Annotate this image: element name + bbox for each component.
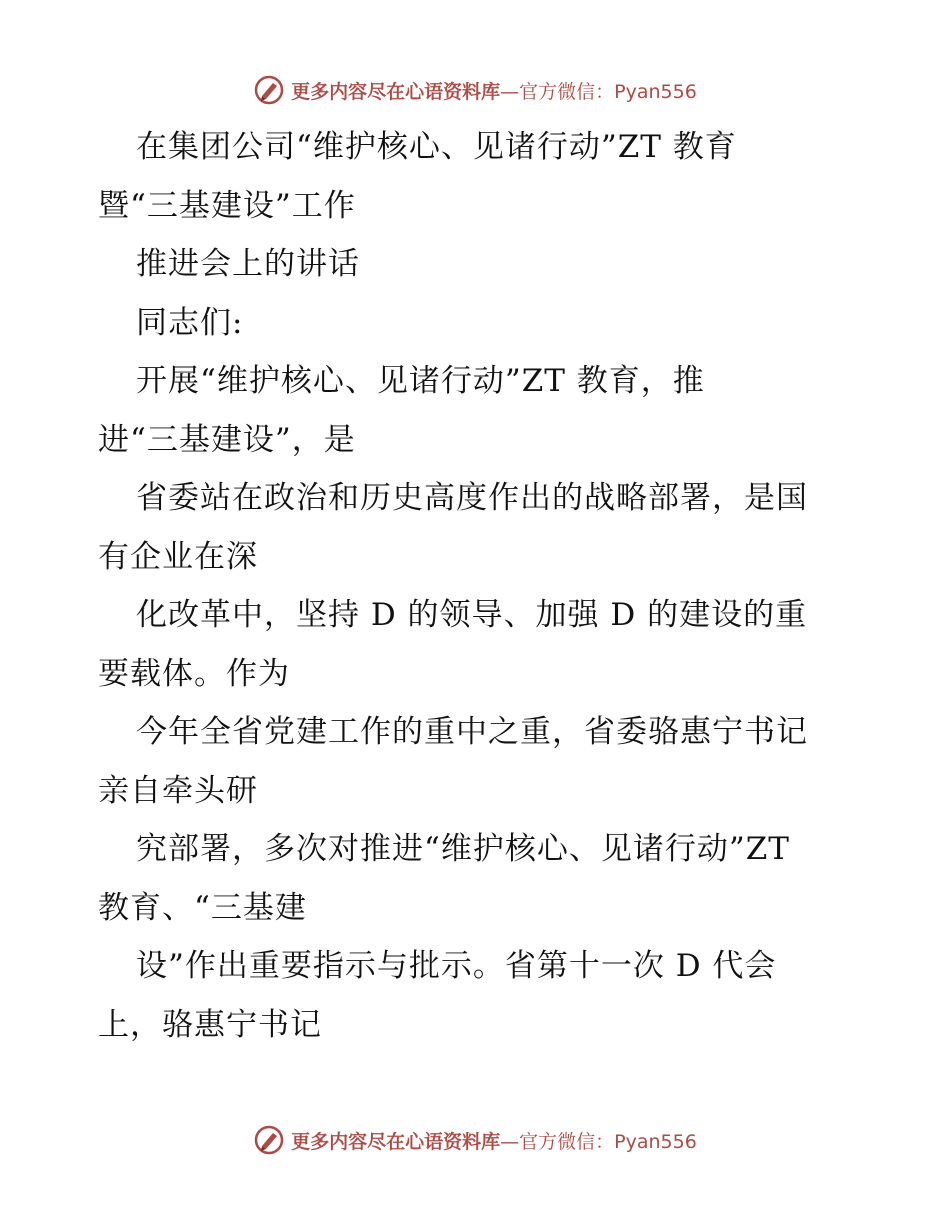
header-watermark — [0, 70, 950, 110]
watermark-separator: — — [500, 80, 520, 103]
watermark-wechat-text: 官方微信：Pyan556 — [519, 1130, 697, 1153]
document-body — [98, 118, 858, 1054]
text-line: 省委站在政治和历史高度作出的战略部署，是国 — [136, 480, 808, 516]
text-line: 上，骆惠宁书记 — [98, 1006, 322, 1043]
text-line: 暨“三基建设”工作 — [98, 187, 356, 224]
watermark-text — [291, 1127, 697, 1154]
text-line: 教育、“三基建 — [98, 889, 307, 926]
text-line: 设”作出重要指示与批示。省第十一次 D 代会 — [136, 948, 777, 984]
watermark-separator: — — [500, 1130, 520, 1153]
pen-logo-icon — [253, 74, 285, 106]
text-line: 要载体。作为 — [98, 655, 290, 692]
text-line: 在集团公司“维护核心、见诸行动”ZT 教育 — [136, 129, 737, 165]
watermark-text — [291, 77, 697, 104]
text-line: 今年全省党建工作的重中之重，省委骆惠宁书记 — [136, 714, 808, 750]
watermark-wechat-text: 官方微信：Pyan556 — [519, 80, 697, 103]
footer-watermark — [0, 1120, 950, 1160]
text-line: 同志们: — [136, 304, 244, 341]
text-line: 推进会上的讲话 — [136, 246, 360, 282]
pen-logo-icon — [253, 1124, 285, 1156]
text-line: 化改革中，坚持 D 的领导、加强 D 的建设的重 — [136, 597, 808, 633]
watermark-site-text: 更多内容尽在心语资料库 — [291, 80, 501, 103]
text-line: 亲自牵头研 — [98, 772, 258, 809]
text-line: 有企业在深 — [98, 538, 258, 575]
text-line: 究部署，多次对推进“维护核心、见诸行动”ZT — [136, 831, 790, 867]
text-line: 开展“维护核心、见诸行动”ZT 教育，推 — [136, 363, 705, 399]
watermark-site-text: 更多内容尽在心语资料库 — [291, 1130, 501, 1153]
text-line: 进“三基建设”，是 — [98, 421, 356, 458]
